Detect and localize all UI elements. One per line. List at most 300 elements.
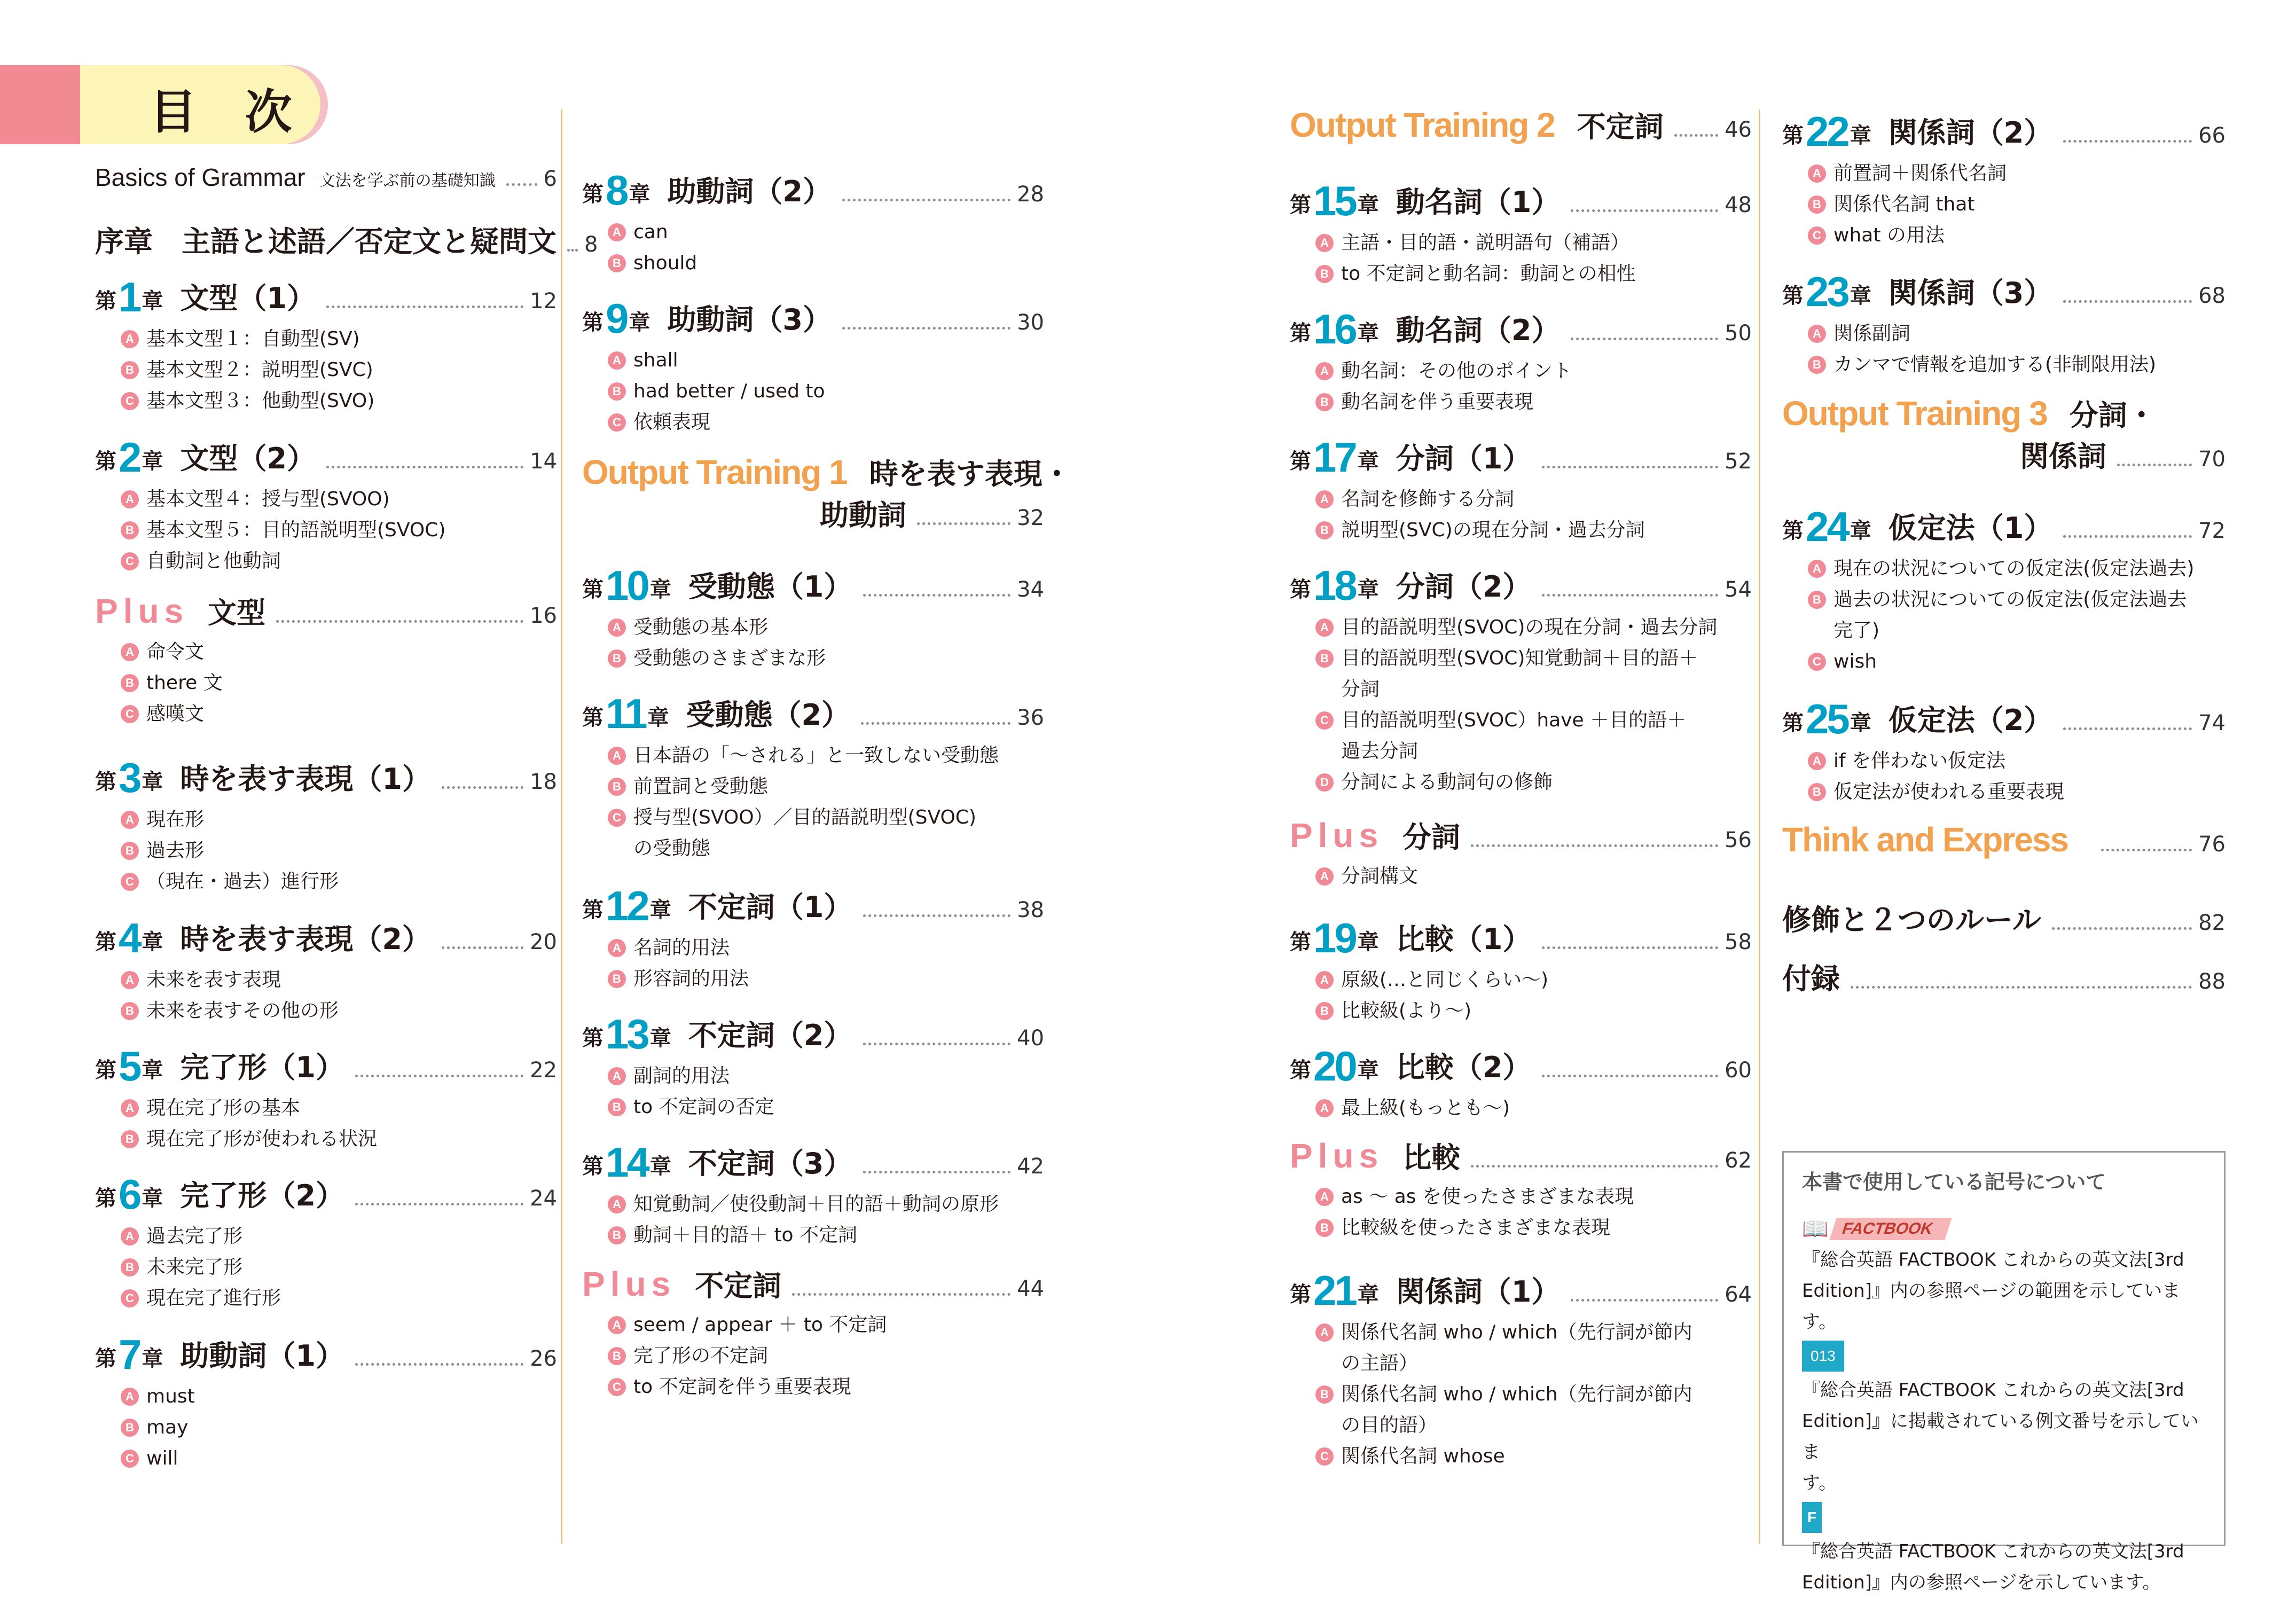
- chapter-heading[interactable]: [1782, 264, 2226, 313]
- toc-entry[interactable]: [1290, 911, 1752, 1027]
- toc-entry[interactable]: [95, 430, 557, 577]
- subsection-label: 説明型(SVC)の現在分詞・過去分詞: [1341, 519, 1645, 541]
- dot-leader: [1571, 338, 1718, 340]
- toc-entry[interactable]: [582, 558, 1044, 674]
- subsection-label: to 不定詞と動名詞：動詞との相性: [1341, 263, 1636, 285]
- toc-entry[interactable]: [1290, 302, 1752, 418]
- dot-leader: [276, 620, 523, 623]
- bullet-b-icon: B: [608, 778, 626, 796]
- subsection-item[interactable]: [608, 740, 1044, 771]
- plus-label: Plus: [1290, 1137, 1384, 1175]
- bullet-d-icon: D: [1315, 773, 1334, 792]
- toc-entry[interactable]: [95, 911, 557, 1027]
- toc-entry[interactable]: [582, 163, 1044, 279]
- bullet-c-icon: C: [121, 392, 139, 410]
- subsection-item[interactable]: [1315, 1348, 1752, 1379]
- josho-heading[interactable]: [95, 219, 598, 260]
- chapter-heading[interactable]: [1290, 174, 1752, 222]
- furoku-heading-title: 付録: [1782, 962, 1840, 996]
- subsection-item[interactable]: [608, 345, 1044, 376]
- chapter-number: 10: [606, 562, 648, 609]
- toc-entry[interactable]: [582, 291, 1044, 438]
- page-number: 24: [530, 1186, 557, 1211]
- toc-entry[interactable]: [1290, 1039, 1752, 1124]
- subsection-item[interactable]: [1808, 349, 2226, 380]
- page-number: 30: [1017, 310, 1044, 335]
- chapter-heading[interactable]: [582, 879, 1044, 927]
- plus-title: 不定詞: [695, 1269, 782, 1303]
- plus-heading[interactable]: [1290, 1135, 1752, 1176]
- bullet-b-icon: B: [121, 1419, 139, 1437]
- subsection-list: [1315, 228, 1752, 289]
- chapter-number: 4: [119, 914, 140, 961]
- subsection-item[interactable]: [1315, 259, 1752, 289]
- subsection-item[interactable]: [608, 802, 1044, 833]
- toc-entry[interactable]: [1290, 174, 1752, 289]
- bullet-b-icon: B: [608, 1347, 626, 1365]
- chapter-title: 助動詞（2）: [667, 175, 832, 208]
- chapter-title: 分詞（1）: [1396, 442, 1532, 475]
- chapter-prefix: 第: [95, 770, 116, 794]
- toc-entry[interactable]: [1290, 815, 1752, 892]
- bullet-a-icon: A: [1315, 1324, 1334, 1342]
- subsection-item[interactable]: [1808, 553, 2226, 584]
- subsection-label: 動名詞を伴う重要表現: [1341, 391, 1534, 413]
- page-number: 32: [1017, 506, 1044, 530]
- dot-leader: [1571, 1299, 1718, 1302]
- subsection-item[interactable]: [1315, 1093, 1752, 1124]
- chapter-heading[interactable]: [1290, 1263, 1752, 1312]
- plus-heading[interactable]: [582, 1263, 1044, 1304]
- chapter-heading[interactable]: [95, 750, 557, 799]
- chapter-title: 仮定法（1）: [1888, 511, 2053, 545]
- bullet-a-icon: A: [1315, 1188, 1334, 1206]
- toc-entry[interactable]: [582, 1263, 1044, 1403]
- chapter-prefix: 第: [582, 310, 604, 335]
- dot-leader: [863, 1171, 1010, 1173]
- chapter-suffix: 章: [142, 1346, 163, 1371]
- output-training-heading-line2[interactable]: [582, 492, 1044, 534]
- bullet-a-icon: A: [1808, 560, 1826, 578]
- dot-leader: [1542, 466, 1718, 468]
- chapter-prefix: 第: [1782, 284, 1804, 308]
- subsection-label: 知覚動詞／使役動詞＋目的語＋動詞の原形: [633, 1193, 999, 1215]
- subsection-label: shall: [633, 349, 678, 371]
- subsection-label: 分詞による動詞句の修飾: [1341, 771, 1553, 793]
- subsection-label: 授与型(SVOO）／目的語説明型(SVOC): [633, 806, 976, 828]
- toc-entry[interactable]: [1290, 104, 1752, 145]
- chapter-heading[interactable]: [95, 1167, 557, 1216]
- subsection-item[interactable]: [608, 407, 1044, 438]
- page-number: 56: [1725, 828, 1752, 852]
- chapter-heading[interactable]: [95, 1039, 557, 1090]
- subsection-label: 過去形: [146, 840, 205, 862]
- page-number: 88: [2198, 969, 2226, 994]
- subsection-item[interactable]: [1808, 189, 2226, 220]
- subsection-item[interactable]: [1808, 158, 2226, 189]
- bullet-c-icon: C: [1808, 226, 1826, 245]
- think-and-express-heading[interactable]: [1782, 820, 2226, 859]
- subsection-item[interactable]: [608, 1061, 1044, 1092]
- chapter-heading[interactable]: [1290, 302, 1752, 353]
- toc-entry[interactable]: [1782, 499, 2226, 677]
- page-number: 28: [1017, 182, 1044, 207]
- subsection-label: if を伴わない仮定法: [1833, 750, 2006, 772]
- bullet-b-icon: B: [121, 521, 139, 539]
- subsection-item[interactable]: [608, 643, 1044, 674]
- toc-entry[interactable]: [1290, 1263, 1752, 1472]
- subsection-item[interactable]: [608, 1341, 1044, 1372]
- page-number: 38: [1017, 898, 1044, 922]
- subsection-item[interactable]: [1315, 767, 1752, 798]
- subsection-list: [608, 933, 1044, 994]
- subsection-item[interactable]: [1808, 646, 2226, 677]
- chapter-heading[interactable]: [582, 686, 1044, 735]
- subsection-item[interactable]: [1315, 1379, 1752, 1410]
- plus-heading[interactable]: [95, 590, 557, 631]
- column-divider: [1759, 109, 1760, 1544]
- subsection-item[interactable]: [121, 866, 557, 897]
- subsection-item[interactable]: [1315, 736, 1752, 767]
- subsection-item[interactable]: [1315, 674, 1752, 705]
- dot-leader: [863, 1043, 1010, 1045]
- dot-leader: [1471, 1165, 1718, 1168]
- subsection-item[interactable]: [608, 1092, 1044, 1123]
- dot-leader: [355, 1075, 523, 1077]
- chapter-heading[interactable]: [95, 270, 557, 318]
- chapter-prefix: 第: [582, 182, 604, 207]
- output-training-heading-line2[interactable]: [1782, 434, 2226, 475]
- toc-entry[interactable]: [1782, 264, 2226, 380]
- toc-entry[interactable]: [1782, 393, 2226, 475]
- chapter-suffix: 章: [1357, 1282, 1379, 1307]
- bullet-c-icon: C: [608, 1378, 626, 1396]
- chapter-number: 5: [119, 1043, 140, 1090]
- subsection-item[interactable]: [1315, 705, 1752, 736]
- subsection-label: 目的語説明型(SVOC)知覚動詞＋目的語＋: [1341, 647, 1698, 669]
- dot-leader: [1471, 844, 1718, 847]
- subsection-item[interactable]: [121, 804, 557, 835]
- page-number: 54: [1725, 577, 1752, 602]
- chapter-heading[interactable]: [95, 1327, 557, 1376]
- chapter-prefix: 第: [582, 577, 604, 602]
- josho-heading-title: 序章 主語と述語／否定文と疑問文: [95, 225, 557, 259]
- basics-heading[interactable]: [95, 163, 557, 193]
- chapter-heading[interactable]: [582, 1007, 1044, 1058]
- subsection-list: [608, 345, 1044, 438]
- chapter-heading[interactable]: [1290, 1039, 1752, 1090]
- chapter-prefix: 第: [1290, 321, 1311, 346]
- chapter-number: 20: [1313, 1043, 1355, 1090]
- subsection-item[interactable]: [1315, 228, 1752, 259]
- subsection-item[interactable]: [1808, 220, 2226, 251]
- subsection-item[interactable]: [121, 1221, 557, 1252]
- bullet-a-icon: A: [1315, 234, 1334, 252]
- subsection-item[interactable]: [1315, 356, 1752, 387]
- subsection-item[interactable]: [1808, 746, 2226, 777]
- subsection-list: [121, 324, 557, 417]
- subsection-label: to 不定詞の否定: [633, 1096, 774, 1118]
- subsection-item[interactable]: [121, 546, 557, 577]
- subsection-item[interactable]: [1315, 612, 1752, 643]
- subsection-item[interactable]: [121, 1093, 557, 1124]
- subsection-item[interactable]: [608, 833, 1044, 864]
- basics-title: Basics of Grammar: [95, 163, 305, 191]
- subsection-label: 未来完了形: [146, 1256, 243, 1278]
- output-training-heading[interactable]: [582, 451, 1071, 492]
- bullet-b-icon: B: [1315, 265, 1334, 283]
- subsection-item[interactable]: [121, 699, 557, 730]
- subsection-item[interactable]: [608, 964, 1044, 994]
- subsection-item[interactable]: [1315, 643, 1752, 674]
- subsection-item[interactable]: [1808, 777, 2226, 808]
- chapter-heading[interactable]: [1782, 499, 2226, 548]
- subsection-item[interactable]: [121, 1381, 557, 1412]
- chapter-heading[interactable]: [95, 911, 557, 959]
- bullet-b-icon: B: [608, 1226, 626, 1244]
- bullet-b-icon: B: [121, 1258, 139, 1277]
- subsection-item[interactable]: [608, 1220, 1044, 1251]
- subsection-item[interactable]: [121, 515, 557, 546]
- bullet-a-icon: A: [121, 811, 139, 829]
- subsection-label: 依頼表現: [633, 411, 711, 433]
- bullet-b-icon: B: [1315, 393, 1334, 411]
- chapter-title: 助動詞（1）: [180, 1339, 344, 1373]
- toc-entry[interactable]: [1290, 430, 1752, 546]
- chapter-heading[interactable]: [1782, 692, 2226, 740]
- dot-leader: [861, 722, 1010, 725]
- toc-entry[interactable]: [95, 270, 557, 417]
- toc-entry[interactable]: [95, 1039, 557, 1155]
- chapter-prefix: 第: [95, 1346, 116, 1371]
- page-number: 62: [1725, 1148, 1752, 1173]
- subsection-item[interactable]: [121, 1443, 557, 1474]
- subsection-item[interactable]: [1315, 515, 1752, 546]
- subsection-item[interactable]: [121, 484, 557, 515]
- output-training-heading[interactable]: [1290, 104, 1752, 145]
- toc-entry[interactable]: [582, 1135, 1044, 1251]
- chapter-heading[interactable]: [582, 558, 1044, 607]
- toc-entry[interactable]: [1782, 104, 2226, 251]
- subsection-label: had better / used to: [633, 380, 825, 402]
- subsection-item[interactable]: [1315, 484, 1752, 515]
- chapter-heading[interactable]: [1782, 104, 2226, 153]
- plus-title: 分詞: [1402, 820, 1461, 854]
- bullet-a-icon: A: [121, 643, 139, 661]
- dot-leader: [2063, 140, 2192, 143]
- subsection-list: [121, 804, 557, 897]
- subsection-item[interactable]: [608, 376, 1044, 407]
- subsection-item[interactable]: [1808, 584, 2226, 615]
- subsection-item[interactable]: [608, 1310, 1044, 1341]
- dot-leader: [2101, 849, 2192, 851]
- subsection-item[interactable]: [121, 965, 557, 996]
- bullet-c-icon: C: [121, 705, 139, 723]
- subsection-item[interactable]: [608, 1189, 1044, 1220]
- subsection-item[interactable]: [121, 668, 557, 699]
- bullet-a-icon: A: [121, 1388, 139, 1406]
- subsection-list: [121, 1381, 557, 1474]
- subsection-label: 目的語説明型(SVOC）have ＋目的語＋: [1341, 709, 1687, 731]
- subsection-list: [1315, 861, 1752, 892]
- bullet-a-icon: A: [1315, 362, 1334, 380]
- toc-entry[interactable]: [1290, 558, 1752, 798]
- legend-line: 『総合英語 FACTBOOK これからの英文法[3rd: [1802, 1380, 2184, 1401]
- toc-entry[interactable]: [1782, 897, 2226, 938]
- bullet-a-icon: A: [608, 939, 626, 957]
- output-training-heading[interactable]: [1782, 393, 2226, 434]
- subsection-label: 過去の状況についての仮定法(仮定法過去: [1833, 589, 2187, 610]
- subsection-list: [608, 1189, 1044, 1251]
- toc-entry[interactable]: [95, 163, 557, 193]
- subsection-item[interactable]: [1808, 318, 2226, 349]
- plus-heading[interactable]: [1290, 815, 1752, 856]
- chapter-title: 不定詞（3）: [688, 1147, 853, 1180]
- toc-entry[interactable]: [582, 686, 1044, 864]
- subsection-item[interactable]: [608, 771, 1044, 802]
- subsection-label: may: [146, 1416, 189, 1438]
- subsection-list: [1315, 1181, 1752, 1243]
- chapter-heading[interactable]: [1290, 911, 1752, 959]
- subsection-item[interactable]: [1315, 1441, 1752, 1472]
- subsection-label: の主語）: [1341, 1352, 1419, 1374]
- subsection-list: [1315, 484, 1752, 546]
- subsection-item[interactable]: [1315, 1410, 1752, 1441]
- subsection-item[interactable]: [608, 1372, 1044, 1403]
- bullet-b-icon: B: [121, 842, 139, 860]
- subsection-item[interactable]: [1315, 1317, 1752, 1348]
- legend-line: す。: [1802, 1473, 1837, 1494]
- subsection-list: [1808, 746, 2226, 808]
- shushoku-heading-title: 修飾と２つのルール: [1782, 903, 2041, 937]
- output-training-title: 関係詞: [2020, 440, 2106, 473]
- toc-entry[interactable]: [1290, 1135, 1752, 1243]
- subsection-label: 動詞＋目的語＋ to 不定詞: [633, 1224, 858, 1246]
- chapter-heading[interactable]: [582, 1135, 1044, 1184]
- subsection-item[interactable]: [121, 1412, 557, 1443]
- bullet-b-icon: B: [1808, 195, 1826, 214]
- subsection-label: 完了): [1833, 620, 1880, 641]
- subsection-item[interactable]: [1315, 1212, 1752, 1243]
- chapter-prefix: 第: [1290, 193, 1311, 217]
- page-number: 40: [1017, 1026, 1044, 1051]
- toc-entry[interactable]: [95, 1167, 557, 1314]
- toc-entry[interactable]: [95, 750, 557, 897]
- toc-entry[interactable]: [582, 879, 1044, 994]
- bullet-a-icon: A: [608, 618, 626, 637]
- toc-entry[interactable]: [1782, 692, 2226, 808]
- subsection-item[interactable]: [1315, 1181, 1752, 1212]
- toc-entry[interactable]: [1782, 820, 2226, 859]
- plus-label: Plus: [1290, 816, 1384, 855]
- subsection-label: what の用法: [1833, 224, 1945, 246]
- page-number: 44: [1017, 1277, 1044, 1301]
- subsection-item[interactable]: [608, 933, 1044, 964]
- subsection-item[interactable]: [1808, 615, 2226, 646]
- chapter-number: 15: [1313, 177, 1355, 224]
- chapter-suffix: 章: [1357, 930, 1379, 954]
- chapter-suffix: 章: [1357, 1058, 1379, 1083]
- subsection-item[interactable]: [121, 835, 557, 866]
- toc-entry[interactable]: [1782, 956, 2226, 997]
- chapter-suffix: 章: [629, 182, 651, 207]
- subsection-item[interactable]: [608, 612, 1044, 643]
- subsection-item[interactable]: [121, 1124, 557, 1155]
- subsection-list: [608, 612, 1044, 674]
- chapter-title: 分詞（2）: [1396, 570, 1532, 604]
- chapter-prefix: 第: [1782, 123, 1804, 148]
- chapter-prefix: 第: [95, 1186, 116, 1211]
- bullet-a-icon: A: [1808, 325, 1826, 343]
- page-number: 70: [2198, 447, 2226, 472]
- chapter-heading[interactable]: [1290, 558, 1752, 607]
- subsection-item[interactable]: [608, 217, 1044, 248]
- toc-entry[interactable]: [95, 219, 598, 260]
- toc-entry[interactable]: [95, 1327, 557, 1474]
- subsection-item[interactable]: [121, 386, 557, 417]
- chapter-title: 関係詞（3）: [1888, 276, 2053, 310]
- page-number: 74: [2198, 711, 2226, 735]
- page-number: 16: [530, 604, 557, 628]
- chapter-title: 文型（1）: [180, 281, 316, 315]
- subsection-item[interactable]: [1315, 387, 1752, 418]
- subsection-item[interactable]: [1315, 965, 1752, 996]
- subsection-item[interactable]: [1315, 861, 1752, 892]
- subsection-item[interactable]: [121, 355, 557, 386]
- subsection-item[interactable]: [608, 248, 1044, 279]
- subsection-item[interactable]: [1315, 996, 1752, 1027]
- chapter-heading[interactable]: [582, 291, 1044, 340]
- subsection-item[interactable]: [121, 637, 557, 668]
- chapter-heading[interactable]: [582, 163, 1044, 212]
- chapter-heading[interactable]: [1290, 430, 1752, 479]
- subsection-item[interactable]: [121, 1283, 557, 1314]
- subsection-list: [608, 740, 1044, 864]
- subsection-label: 基本文型４：授与型(SVOO): [146, 488, 390, 510]
- subsection-label: 仮定法が使われる重要表現: [1833, 781, 2065, 803]
- output-training-label: Output Training 1: [582, 453, 847, 491]
- bullet-a-icon: A: [608, 1316, 626, 1334]
- dot-leader: [326, 466, 523, 468]
- toc-entry[interactable]: [582, 1007, 1044, 1123]
- subsection-item[interactable]: [121, 1252, 557, 1283]
- bullet-c-icon: C: [1808, 653, 1826, 671]
- subsection-label: seem / appear ＋ to 不定詞: [633, 1314, 887, 1336]
- shushoku-heading[interactable]: [1782, 897, 2226, 938]
- chapter-heading[interactable]: [95, 430, 557, 479]
- bullet-a-icon: A: [1315, 490, 1334, 508]
- subsection-list: [1808, 318, 2226, 380]
- legend-heading: 本書で使用している記号について: [1802, 1170, 2106, 1194]
- subsection-label: 過去完了形: [146, 1225, 243, 1247]
- chapter-title: 不定詞（2）: [688, 1019, 853, 1052]
- subsection-item[interactable]: [121, 324, 557, 355]
- toc-entry[interactable]: [582, 451, 1071, 534]
- page-number: 82: [2198, 911, 2226, 935]
- dot-leader: [355, 1363, 523, 1366]
- bullet-b-icon: B: [1315, 649, 1334, 668]
- subsection-list: [608, 217, 1044, 279]
- subsection-item[interactable]: [121, 996, 557, 1027]
- toc-entry[interactable]: [95, 590, 557, 730]
- subsection-label: 関係代名詞 who / which（先行詞が節内: [1341, 1321, 1692, 1343]
- column-divider: [561, 109, 562, 1544]
- page-number: 66: [2198, 123, 2226, 148]
- subsection-label: 基本文型３：他動型(SVO): [146, 390, 375, 412]
- subsection-label: 基本文型１：自動型(SV): [146, 328, 360, 350]
- subsection-label: カンマで情報を追加する(非制限用法): [1833, 354, 2157, 375]
- furoku-heading[interactable]: [1782, 956, 2226, 997]
